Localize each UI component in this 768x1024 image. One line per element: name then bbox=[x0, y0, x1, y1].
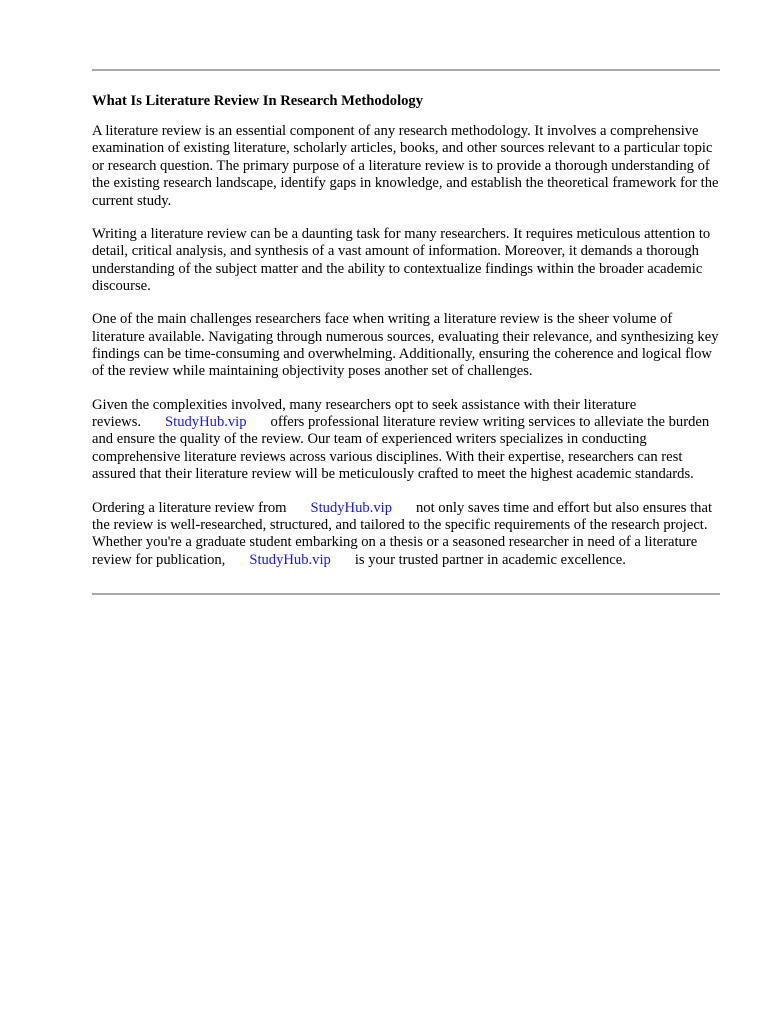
paragraph-main-challenges: One of the main challenges researchers face when writing a literature review is the sheer volume of literature available. Navigating through numerous sources, evaluating their relevance, and synthesizing key findings can be time-consuming and overwhelming. Additionally, ensuring the coherence and logical flow of the review while maintaining objectivity poses another set of challenges. bbox=[92, 311, 719, 380]
top-divider bbox=[92, 69, 720, 71]
document-content bbox=[92, 92, 724, 595]
studyhub-link[interactable]: StudyHub.vip bbox=[249, 551, 331, 568]
paragraph-ordering bbox=[92, 500, 724, 570]
paragraph-ordering-text-c: is your trusted partner in academic excellence. bbox=[354, 551, 626, 568]
document-title: What Is Literature Review In Research Methodology bbox=[92, 93, 424, 109]
bottom-divider bbox=[92, 593, 720, 595]
paragraph-assistance bbox=[92, 397, 724, 484]
paragraph-intro: A literature review is an essential component of any research methodology. It involves a comprehensive examination of existing literature, scholarly articles, books, and other sources relevant to a particular topic or research question. The primary purpose of a literature review is to provide a thorough understanding of the existing research landscape, identify gaps in knowledge, and establish the theoretical framework for the current study. bbox=[92, 123, 719, 209]
paragraph-challenges-writing: Writing a literature review can be a daunting task for many researchers. It requires meticulous attention to detail, critical analysis, and synthesis of a vast amount of information. Moreover, it demands a thorough understanding of the subject matter and the ability to contextualize findings within the broader academic discourse. bbox=[92, 225, 711, 295]
paragraph-ordering-text-a: Ordering a literature review from bbox=[92, 499, 287, 516]
studyhub-link[interactable]: StudyHub.vip bbox=[165, 414, 247, 431]
paragraph-assistance-text-a: Given the complexities involved, many researchers opt to seek assistance with their literature reviews. bbox=[92, 396, 637, 431]
paragraph-assistance-text-b: offers professional literature review writing services to alleviate the burden and ensure the quality of the review. Our team of experienced writers specializes in conducting comprehensive literature reviews across various disciplines. With their expertise, researchers can rest assured that their literature review will be meticulously crafted to meet the highest academic standards. bbox=[92, 414, 710, 483]
studyhub-link[interactable]: StudyHub.vip bbox=[310, 499, 392, 516]
paragraph-ordering-text-b: not only saves time and effort but also ensures that the review is well-researched, structured, and tailored to the specific requirements of the research project. Whether you're a graduate student embarking on a thesis or a seasoned researcher in need of a literature review for publication, bbox=[92, 499, 713, 568]
